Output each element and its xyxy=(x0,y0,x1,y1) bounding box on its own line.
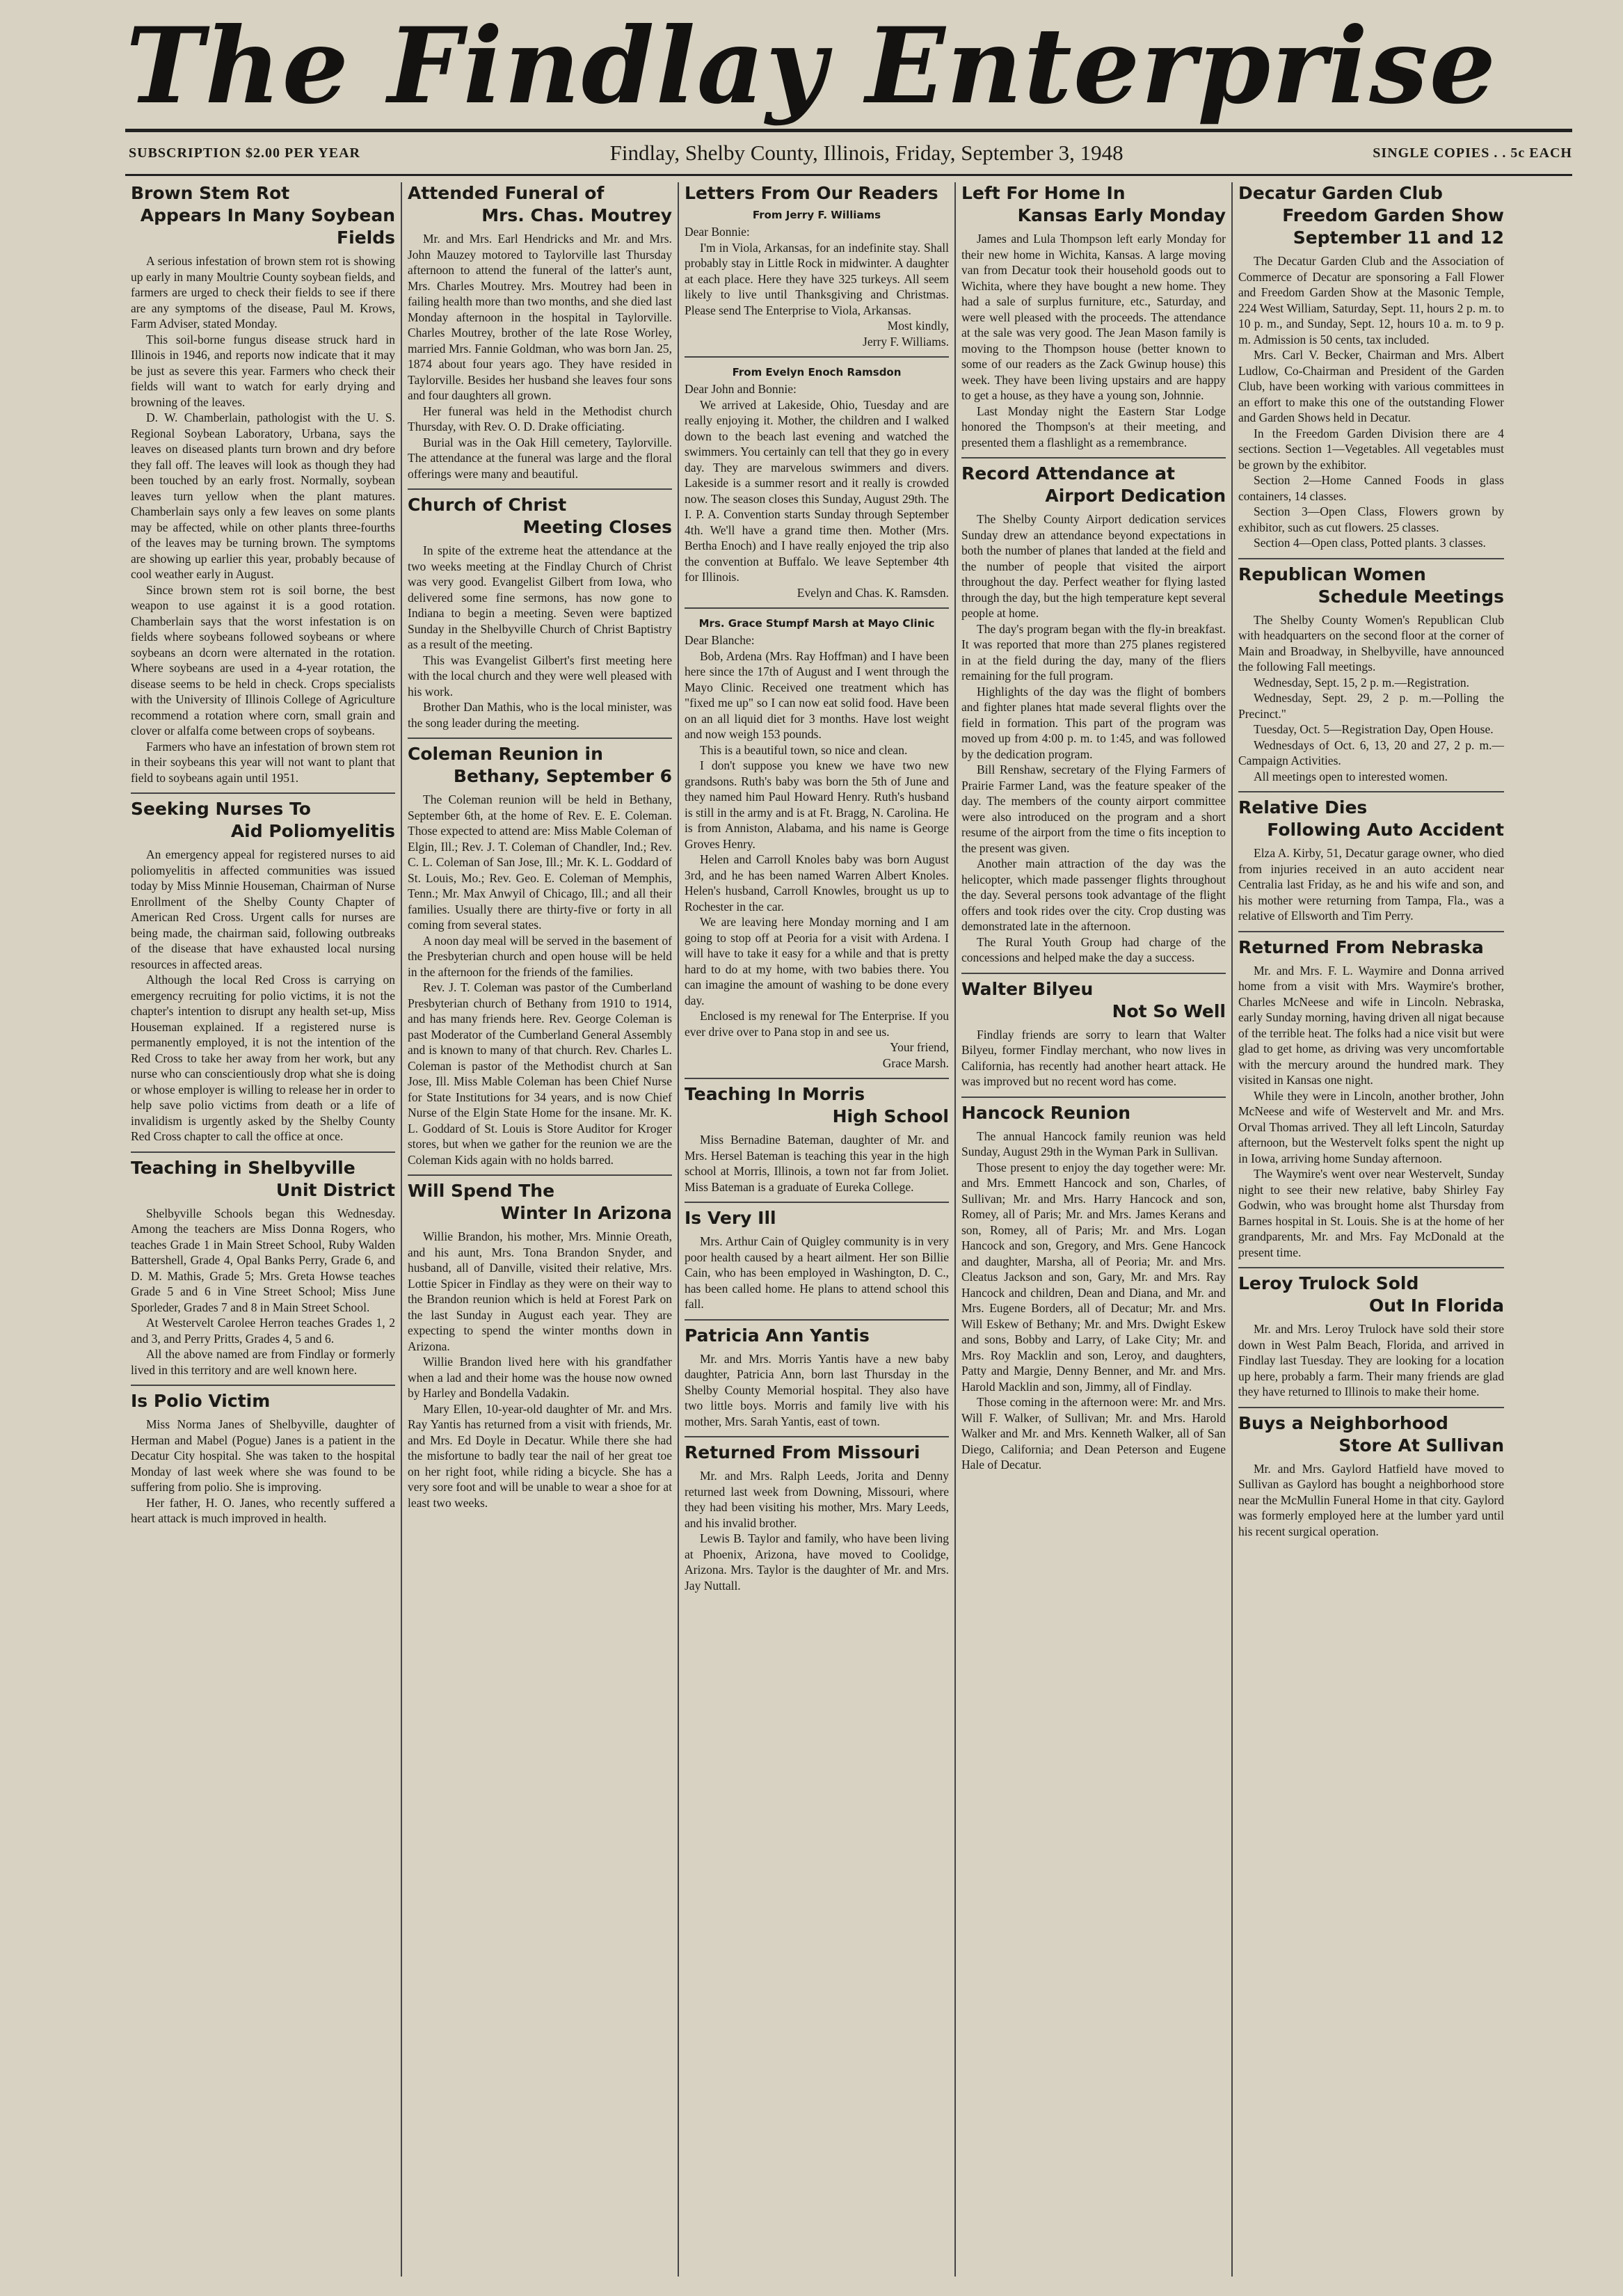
article-headline xyxy=(131,182,395,249)
article-paragraph: Those coming in the afternoon were: Mr. and Mrs. Will F. Walker, of Sullivan; Mr. and Mrs. Harold Walker and Mr. and Mrs. Kenneth Walker, all of San Diego, California; and Dean Peterson and Eugene Hale of Decatur. xyxy=(961,1395,1226,1472)
article-paragraph: Mrs. Arthur Cain of Quigley community is in very poor health caused by a heart ailment. Her son Billie Cain, who has been employed in Washington, D. C., has been called home. He plans to attend school this fall. xyxy=(685,1234,949,1311)
article-paragraph: Mary Ellen, 10-year-old daughter of Mr. and Mrs. Ray Yantis has returned from a visit with friends, Mr. and Mrs. Ed Doyle in Decatur. While there she had the misfortune to badly tear the nail of her great toe on her right foot, while riding a bicycle. She has a very sore foot and will be unable to wear a shoe for at least two weeks. xyxy=(408,1401,672,1510)
article-paragraph: Mrs. Carl V. Becker, Chairman and Mrs. Albert Ludlow, Co-Chairman and President of the Garden Club, have been working with various committees in an effort to make this one of the outstanding Flower and Garden Shows held in Decatur. xyxy=(1238,348,1504,424)
headline-line-1: Republican Women xyxy=(1238,564,1426,584)
headline-line-1: Left For Home In xyxy=(961,183,1126,203)
article-body xyxy=(1238,1461,1504,1540)
article-paragraph: Bob, Ardena (Mrs. Ray Hoffman) and I have been here since the 17th of August and I went through the Mayo Clinic. Received one treatment which has "fixed me up" so I can now eat solid food. Have been on an all liquid diet for 3 months. Have lost weight and now weigh 153 pounds. xyxy=(685,648,949,741)
article xyxy=(131,182,395,786)
article xyxy=(1238,558,1504,785)
article-headline xyxy=(685,1083,949,1128)
newspaper-title: The Findlay Enterprise xyxy=(125,5,1498,127)
headline-line-1: Letters From Our Readers xyxy=(685,183,938,203)
article-body xyxy=(961,231,1226,450)
article-paragraph: Elza A. Kirby, 51, Decatur garage owner, who died from injuries received in an auto accident near Centralia last Friday, as he and his wife and son, and his mother were returning from Tampa, Fla., was a relative of Ellsworth and Tim Perry. xyxy=(1238,846,1504,923)
article-paragraph: The annual Hancock family reunion was held Sunday, August 29th in the Wyman Park in Sullivan. xyxy=(961,1129,1226,1158)
masthead xyxy=(0,0,1623,132)
article xyxy=(408,182,672,481)
article-paragraph: Most kindly, xyxy=(887,319,949,333)
headline-line-1: Is Polio Victim xyxy=(131,1391,271,1411)
headline-line-1: Church of Christ xyxy=(408,495,567,515)
article-paragraph: Rev. J. T. Coleman was pastor of the Cumberland Presbyterian church of Bethany from 1910 to 1914, and has many friends here. Rev. George Coleman is past Moderator of the Cumberland General Assembly and is known to many of that church. Rev. Charles L. Coleman is pastor of the Methodist church at San Jose, Ill. Miss Mable Coleman has been Chief Nurse for State Institutions for 34 years, and is now Chief Nurse of the Elgin State Home for the insane. Mr. K. L. Goddard of St. Louis is Store Auditor for Kroger stores, but when we gather for the reunion we are the Coleman Kids again with no holds barred. xyxy=(408,980,672,1167)
article-paragraph: Wednesday, Sept. 15, 2 p. m.—Registration. xyxy=(1254,675,1469,689)
article-paragraph: Wednesdays of Oct. 6, 13, 20 and 27, 2 p. m.—Campaign Activities. xyxy=(1238,738,1504,767)
headline-line-1: Attended Funeral of xyxy=(408,183,605,203)
article-headline xyxy=(131,798,395,843)
article xyxy=(961,182,1226,450)
article-headline xyxy=(961,1102,1226,1124)
article-paragraph: Last Monday night the Eastern Star Lodge honored the Thompson's at their meeting, and presented them a flashlight as a remembrance. xyxy=(961,404,1226,449)
headline-line-2: Out In Florida xyxy=(1369,1296,1504,1316)
article-paragraph: Willie Brandon, his mother, Mrs. Minnie Oreath, and his aunt, Mrs. Tona Brandon Snyder, and husband, all of Danville, visited their relative, Mrs. Lottie Spicer in Findlay as they were on their way to the Brandon reunion which is held at Forest Park on the last Sunday in August each year. They are expecting to spend the winter months down in Arizona. xyxy=(408,1229,672,1353)
article-paragraph: All meetings open to interested women. xyxy=(1254,769,1448,783)
article-body xyxy=(961,1129,1226,1473)
article-body xyxy=(408,1229,672,1510)
masthead-rule-bottom xyxy=(125,174,1572,176)
article-headline xyxy=(1238,797,1504,841)
headline-line-2: Store At Sullivan xyxy=(1338,1435,1504,1456)
article-paragraph: While they were in Lincoln, another brother, John McNeese and wife of Westervelt and Mr. and Mrs. Orval Thomas arrived. They all left Lincoln, Saturday afternoon, but the Westervelt folks spent the night up in Iowa, arriving home Sunday afternoon. xyxy=(1238,1088,1504,1165)
headline-line-2: Airport Dedication xyxy=(1045,486,1226,506)
article xyxy=(685,1319,949,1430)
article-body xyxy=(1238,1321,1504,1400)
article-paragraph: Section 4—Open class, Potted plants. 3 classes. xyxy=(1254,536,1486,550)
article-body xyxy=(1238,253,1504,551)
article-paragraph: An emergency appeal for registered nurses to aid poliomyelitis in affected communities was issued today by Miss Minnie Houseman, Chairman of Nurse Enrollment of the Shelby County Chapter of American Red Cross. Urgent calls for nurses are being made, the chairman said, following outbreaks of the disease that have exhausted local nursing resources in affected areas. xyxy=(131,847,395,971)
article-paragraph: Mr. and Mrs. F. L. Waymire and Donna arrived home from a visit with Mrs. Waymire's brother, Charles McNeese and wife in Lincoln. Nebraska, early Sunday morning, having driven all nigat because of the terrible heat. The folks had a nice visit but were glad to get home, as driving was very uncomfortable with the mercury around the hundred mark. They visited in Kansas one night. xyxy=(1238,963,1504,1087)
article-body xyxy=(685,1234,949,1312)
article-headline xyxy=(961,978,1226,1023)
headline-line-1: Is Very Ill xyxy=(685,1208,776,1228)
headline-line-1: Seeking Nurses To xyxy=(131,799,311,819)
headline-line-2: High School xyxy=(832,1106,949,1126)
article-paragraph: We arrived at Lakeside, Ohio, Tuesday and are really enjoying it. Mother, the children and I walked down to the beach last evening and watched the swimmers. You certainly can tell that they go in every day. They are marvelous swimmers and divers. Lakeside is a summer resort and it really is crowded now. The season closes this Sunday, August 29th. The I. P. A. Convention starts Sunday through September 4th. We'll have a grand time then. Mother (Mrs. Bertha Enoch) and I have really enjoyed the trip also the convention at Buffalo. We leave September 4th for Illinois. xyxy=(685,397,949,584)
article xyxy=(131,1151,395,1378)
headline-line-2: Aid Poliomyelitis xyxy=(230,821,395,841)
column-4 xyxy=(956,182,1233,2277)
article-paragraph: Section 2—Home Canned Foods in glass containers, 14 classes. xyxy=(1238,473,1504,503)
article-paragraph: Dear John and Bonnie: xyxy=(685,382,797,396)
article xyxy=(1238,182,1504,551)
column-1 xyxy=(125,182,402,2277)
article-paragraph: James and Lula Thompson left early Monday for their new home in Wichita, Kansas. A large moving van from Decatur took their household goods out to Wichita, where they have bought a new home. They had a sale of surplus furniture, etc., Saturday, and were well pleased with the proceeds. The attendance at the sale was very good. The Jean Mason family is moving to the Thompson house (better known to some of our readers as the Zack Gwinup house) this week. They have been living upstairs and are happy to get a house, as they have a young son, Johnnie. xyxy=(961,232,1226,402)
article-paragraph: Farmers who have an infestation of brown stem rot in their soybeans this year will not want to plant that field to soybeans again until 1951. xyxy=(131,739,395,785)
article xyxy=(131,1385,395,1526)
headline-line-1: Buys a Neighborhood xyxy=(1238,1412,1448,1433)
article-headline xyxy=(1238,182,1504,249)
article-headline xyxy=(685,1207,949,1229)
issue-date: Findlay, Shelby County, Illinois, Friday, September 3, 1948 xyxy=(609,141,1124,165)
article-paragraph: The Decatur Garden Club and the Association of Commerce of Decatur are sponsoring a Fall Flower and Freedom Garden Show at the Masonic Temple, 224 West William, Saturday, Sept. 11, hours 2 p. m. to 10 p. m., and Sunday, Sept. 12, hours 10 a. m. to 9 p. m. Admission is 50 cents, tax included. xyxy=(1238,254,1504,346)
article-paragraph: Tuesday, Oct. 5—Registration Day, Open House. xyxy=(1254,722,1494,736)
article-paragraph: This was Evangelist Gilbert's first meeting here with the local church and they were well pleased with his work. xyxy=(408,653,672,699)
subscription-price: SUBSCRIPTION $2.00 PER YEAR xyxy=(129,145,360,161)
article-paragraph: Her funeral was held in the Methodist church Thursday, with Rev. O. D. Drake officiating. xyxy=(408,404,672,433)
article-paragraph: A noon day meal will be served in the basement of the Presbyterian church and open house will be held in the afternoon for the friends of the families. xyxy=(408,933,672,979)
article-body xyxy=(1238,963,1504,1261)
article-paragraph: The Rural Youth Group had charge of the concessions and helped make the day a success. xyxy=(961,934,1226,964)
article-paragraph: D. W. Chamberlain, pathologist with the U. S. Regional Soybean Laboratory, Urbana, says the leaves on diseased plants turn brown and dry before they fall off. The leaves will look as though they had been touched by an early frost. Normally, soybean leaves turn yellow when the plant matures. Chamberlain says only a few leaves on some plants may be affected, while on other plants three-fourths of the leaves may be turning brown. The symptoms are showing up earlier this year, probably because of cool weather early in August. xyxy=(131,410,395,581)
article-body xyxy=(131,253,395,786)
article-paragraph: Bill Renshaw, secretary of the Flying Farmers of Prairie Farmer Land, was the feature speaker of the day. The members of the county airport committee were also introduced on the program and a short resume of the airport from the time o fits inception to the present was given. xyxy=(961,763,1226,855)
article-headline xyxy=(408,182,672,227)
article-paragraph: Mr. and Mrs. Ralph Leeds, Jorita and Denny returned last week from Downing, Missouri, where they had been visiting his mother, Mrs. Mary Leeds, and his invalid brother. xyxy=(685,1469,949,1530)
article-paragraph: I don't suppose you knew we have two new grandsons. Ruth's baby was born the 5th of June and they named him Paul Howard Henry. Ruth's husband is still in the army and is at Ft. Bragg, N. Carolina. He is from Anniston, Alabama, and his name is George Groves Henry. xyxy=(685,758,949,851)
article-columns xyxy=(125,182,1572,2277)
article-paragraph: Dear Bonnie: xyxy=(685,225,750,239)
article-paragraph: This soil-borne fungus disease struck hard in Illinois in 1946, and reports now indicate that it may be just as severe this year. Farmers who check their fields will want to watch for early drying and browning of the leaves. xyxy=(131,332,395,409)
article-paragraph: Helen and Carroll Knoles baby was born August 3rd, and he has been named Warren Albert Knoles. Helen's husband, Carroll Knowles, brought us up to Rochester in the car. xyxy=(685,852,949,914)
article-body xyxy=(131,1417,395,1526)
article-headline xyxy=(1238,936,1504,959)
article-body xyxy=(685,1351,949,1430)
article-paragraph: Evelyn and Chas. K. Ramsden. xyxy=(797,585,949,600)
article-paragraph: Findlay friends are sorry to learn that Walter Bilyeu, former Findlay merchant, who now lives in California, has recently had another heart attack. He was improved but no recent word has come. xyxy=(961,1027,1226,1088)
single-copy-price: SINGLE COPIES . . 5c EACH xyxy=(1373,145,1572,161)
article-headline xyxy=(1238,1273,1504,1317)
article-body xyxy=(961,511,1226,966)
headline-line-1: Returned From Nebraska xyxy=(1238,936,1484,957)
article-paragraph: In the Freedom Garden Division there are 4 sections. Section 1—Vegetables. All vegetables must be grown by the exhibitor. xyxy=(1238,426,1504,472)
headline-line-2: Mrs. Chas. Moutrey xyxy=(481,205,672,225)
article xyxy=(685,1202,949,1312)
article-headline xyxy=(685,1325,949,1347)
headline-line-1: Will Spend The xyxy=(408,1181,555,1201)
article-headline xyxy=(961,182,1226,227)
column-2 xyxy=(402,182,679,2277)
article-body xyxy=(408,543,672,731)
headline-line-2: Unit District xyxy=(275,1179,395,1200)
article xyxy=(131,792,395,1145)
headline-line-2: Not So Well xyxy=(1112,1000,1226,1021)
article xyxy=(961,973,1226,1090)
article xyxy=(1238,791,1504,924)
article xyxy=(961,457,1226,966)
article-paragraph: Jerry F. Williams. xyxy=(863,334,949,349)
article-paragraph: This is a beautiful town, so nice and clean. xyxy=(700,742,908,757)
article-body xyxy=(408,792,672,1167)
article-paragraph: Mr. and Mrs. Morris Yantis have a new baby daughter, Patricia Ann, born last Thursday in the Shelby County Memorial hospital. They also have two little boys. Morris and family live with his mother, Mrs. Sarah Yantis, east of town. xyxy=(685,1351,949,1428)
headline-line-1: Teaching in Shelbyville xyxy=(131,1157,355,1178)
headline-line-1: Relative Dies xyxy=(1238,797,1368,818)
article-body xyxy=(685,1132,949,1195)
article-paragraph: Burial was in the Oak Hill cemetery, Taylorville. The attendance at the funeral was large and the floral offerings were many and beautiful. xyxy=(408,435,672,481)
article-paragraph: Brother Dan Mathis, who is the local minister, was the song leader during the meeting. xyxy=(408,700,672,730)
article xyxy=(408,1174,672,1510)
dateline-bar xyxy=(129,136,1572,170)
headline-line-2: Freedom Garden Show September 11 and 12 xyxy=(1282,205,1504,248)
article-paragraph: At Westervelt Carolee Herron teaches Grades 1, 2 and 3, and Perry Pritts, Grades 4, 5 and 6. xyxy=(131,1316,395,1346)
article-paragraph: Wednesday, Sept. 29, 2 p. m.—Polling the Precinct." xyxy=(1238,691,1504,721)
article-subhead: From Jerry F. Williams xyxy=(752,209,881,221)
article-paragraph: A serious infestation of brown stem rot is showing up early in many Moultrie County soybean fields, and farmers are urged to check their fields to see if there are any symptoms of the disease, Paul M. Krows, Farm Adviser, stated Monday. xyxy=(131,254,395,330)
headline-line-1: Patricia Ann Yantis xyxy=(685,1325,870,1346)
article-headline xyxy=(1238,564,1504,608)
article-paragraph: Miss Bernadine Bateman, daughter of Mr. and Mrs. Hersel Bateman is teaching this year in the high school at Morris, Illinois, a town not far from Joliet. Miss Bateman is a graduate of Eureka College. xyxy=(685,1133,949,1194)
headline-line-2: Winter In Arizona xyxy=(500,1203,672,1223)
article-paragraph: The Shelby County Women's Republican Club with headquarters on the second floor at the corner of Main and Broadway, in Shelbyville, have announced the following Fall meetings. xyxy=(1238,612,1504,673)
article xyxy=(685,607,949,1071)
article-paragraph: Your friend, xyxy=(890,1040,949,1054)
article-paragraph: The Waymire's went over near Westervelt, Sunday night to see their new relative, baby Shirley Fay Godwin, who was brought home alst Thursday from Barnes hospital in St. Louis. She is at the home of her grandparents, Mr. and Mrs. Fay McDonald at the present time. xyxy=(1238,1167,1504,1259)
headline-line-1: Leroy Trulock Sold xyxy=(1238,1273,1419,1293)
masthead-rule-top xyxy=(125,129,1572,132)
article-headline xyxy=(1238,1412,1504,1457)
article-paragraph: All the above named are from Findlay or formerly lived in this territory and are well known here. xyxy=(131,1347,395,1377)
article xyxy=(1238,1407,1504,1540)
article-body xyxy=(131,847,395,1145)
article-body xyxy=(685,381,949,600)
headline-line-2: Meeting Closes xyxy=(522,517,672,537)
headline-line-1: Decatur Garden Club xyxy=(1238,183,1443,203)
headline-line-2: Bethany, September 6 xyxy=(453,766,672,786)
article-body xyxy=(408,231,672,481)
article-body xyxy=(685,632,949,1071)
article-headline xyxy=(408,494,672,539)
article-paragraph: Since brown stem rot is soil borne, the best weapon to use against it is a good rotation. Chamberlain says that the worst infestation is on fields where soybeans followed soybeans or where soybeans an dcorn were alternated in the rotation. Where soybeans are used in a 4-year rotation, the disease seems to be held in check. Crops specialists with the University of Illinois College of Agriculture recommend a rotation where corn, small grain and clover or alfalfa come between crops of soybeans. xyxy=(131,582,395,738)
article xyxy=(685,1078,949,1195)
article-headline xyxy=(408,743,672,788)
article xyxy=(1238,931,1504,1261)
article-paragraph: Grace Marsh. xyxy=(882,1055,949,1070)
article-paragraph: Section 3—Open Class, Flowers grown by exhibitor, such as cut flowers. 25 classes. xyxy=(1238,504,1504,534)
article xyxy=(685,356,949,600)
article-paragraph: Willie Brandon lived here with his grandfather when a lad and their home was the house now owned by Harley and Bondella Vadakin. xyxy=(408,1355,672,1400)
article-paragraph: Mr. and Mrs. Leroy Trulock have sold their store down in West Palm Beach, Florida, and arrived in Findlay last Tuesday. They are looking for a location up here, probably a farm. Their many friends are glad they have returned to Illinois to make their home. xyxy=(1238,1322,1504,1398)
article-headline xyxy=(685,1442,949,1464)
article-paragraph: Dear Blanche: xyxy=(685,633,755,647)
article-paragraph: Mr. and Mrs. Gaylord Hatfield have moved to Sullivan as Gaylord has bought a neighborhood store near the McMullin Funeral Home in that city. Gaylord was formerly employed here at the lumber yard until his recent surgical operation. xyxy=(1238,1461,1504,1538)
article-paragraph: I'm in Viola, Arkansas, for an indefinite stay. Shall probably stay in Little Rock in midwinter. A daughter at each place. Here they have 325 turkeys. All seem likely to live until Thanksgiving and Christmas. Please send The Enterprise to Viola, Arkansas. xyxy=(685,240,949,317)
headline-line-1: Teaching In Morris xyxy=(685,1084,865,1104)
article-paragraph: Highlights of the day was the flight of bombers and fighter planes htat made several flights over the field in formation. This part of the program was moved up from 4:00 p. m. to 1:45, and was followed by the dedication program. xyxy=(961,684,1226,761)
article-paragraph: Although the local Red Cross is carrying on emergency recruiting for polio victims, it is not the chapter's intention to disrupt any health set-up, Miss Houseman explained. If a registered nurse is permanently employed, it is not the intention of the Red Cross to take her away from her work, but any nurse who can conscientiously drop what she is doing or whose employer is willing to release her in order to help save polio victims from death or a life of invalidism is urgently asked by the Shelby County Red Cross chapter to call the office at once. xyxy=(131,973,395,1143)
article-paragraph: The Shelby County Airport dedication services Sunday drew an attendance beyond expectations in both the number of planes that landed at the field and the number of people that visited the airport throughout the day. Perfect weather for flying lasted through the day, but the high temperature kept several people at home. xyxy=(961,512,1226,620)
article xyxy=(685,1436,949,1593)
article-body xyxy=(1238,612,1504,785)
headline-line-1: Walter Bilyeu xyxy=(961,978,1094,999)
column-3 xyxy=(679,182,956,2277)
article-paragraph: Lewis B. Taylor and family, who have been living at Phoenix, Arizona, have moved to Coolidge, Arizona. Mrs. Taylor is the daughter of Mr. and Mrs. Jay Nuttall. xyxy=(685,1531,949,1593)
headline-line-2: Appears In Many Soybean Fields xyxy=(140,205,395,248)
article-body xyxy=(131,1206,395,1378)
article-paragraph: Mr. and Mrs. Earl Hendricks and Mr. and Mrs. John Mauzey motored to Taylorville last Thursday afternoon to attend the funeral of the latter's aunt, Mrs. Charles Moutrey. Mrs. Moutrey had been in failing health more than two months, and she died last Monday afternoon in the hospital in Taylorville. Charles Moutrey, brother of the late Rose Worley, married Mrs. Fannie Goldman, who was born Jan. 25, 1874 about four years ago. They have resided in Taylorville. Besides her husband she leaves four sons and four daughters all grown. xyxy=(408,232,672,402)
article-body xyxy=(961,1027,1226,1090)
article-body xyxy=(685,1468,949,1593)
article-paragraph: Enclosed is my renewal for The Enterprise. If you ever drive over to Pana stop in and see us. xyxy=(685,1009,949,1039)
article-subhead: Mrs. Grace Stumpf Marsh at Mayo Clinic xyxy=(698,617,935,630)
article-headline xyxy=(408,1180,672,1225)
headline-line-1: Returned From Missouri xyxy=(685,1442,920,1462)
headline-line-1: Record Attendance at xyxy=(961,463,1175,484)
article-paragraph: The day's program began with the fly-in breakfast. It was reported that more than 275 planes registered in at the field during the day, many of the fliers remaining for the full program. xyxy=(961,621,1226,683)
article-headline xyxy=(961,463,1226,507)
article-subhead: From Evelyn Enoch Ramsdon xyxy=(732,366,902,378)
headline-line-2: Following Auto Accident xyxy=(1267,820,1504,840)
headline-line-1: Hancock Reunion xyxy=(961,1102,1131,1123)
article xyxy=(961,1097,1226,1473)
headline-line-1: Brown Stem Rot xyxy=(131,183,290,203)
article-paragraph: Her father, H. O. Janes, who recently suffered a heart attack is much improved in health. xyxy=(131,1495,395,1525)
article-headline xyxy=(685,182,949,205)
article-paragraph: Another main attraction of the day was the helicopter, which made passenger flights throughout the day. Several persons took advantage of the flight offers and took rides over the city. Crop dusting was demonstrated late in the afternoon. xyxy=(961,856,1226,933)
article-paragraph: The Coleman reunion will be held in Bethany, September 6th, at the home of Rev. E. E. Coleman. Those expected to attend are: Miss Mable Coleman of Elgin, Ill.; Rev. J. T. Coleman of Chandler, Ind.; Rev. C. L. Coleman of San Jose, Ill.; Mr. K. L. Goddard of St. Louis, Mo.; Rev. Geo. E. Coleman of Memphis, Tenn.; Mr. Max Anwyil of Chicago, Ill.; and all their families. Usually there are thirty-five or forty in all coming from several states. xyxy=(408,792,672,932)
article-paragraph: In spite of the extreme heat the attendance at the two weeks meeting at the Findlay Church of Christ was very good. Evangelist Gilbert from Iowa, who delivered some fine sermons, has now gone to Indiana to begin a meeting. Seven were baptized Sunday in the Shelbyville Church of Christ Baptistry as a result of the meeting. xyxy=(408,543,672,651)
article-paragraph: Those present to enjoy the day together were: Mr. and Mrs. Emmett Hancock and son, Charles, of Sullivan; Mr. and Mrs. Harry Hancock and son, Romey, all of Paris; Mr. and Mrs. James Kerans and son, Romey, all of Paris; Mr. and Mrs. Logan Hancock and son, Gregory, and Mrs. Gene Hancock and daughter, Marsha, all of Peoria; Mr. and Mrs. Cleatus Jackson and son, Gary, Mr. and Mrs. Ray Hancock and children, Dean and Diana, and Mr. and Mrs. Eugene Borders, all of Decatur; Mr. and Mrs. Will Eskew of Bethany; Mr. and Mrs. Dwight Eskew and sons, Bobby and Larry, of Lake City; Mr. and Mrs. Roy Macklin and son, Leroy, and daughters, Patty and Margie, Denny Benner, and Mr. and Mrs. Harold Macklin and son, Jimmy, all of Findlay. xyxy=(961,1160,1226,1394)
article-body xyxy=(685,224,949,349)
article xyxy=(408,738,672,1167)
article-headline xyxy=(131,1390,395,1412)
article-headline xyxy=(131,1157,395,1202)
article-body xyxy=(1238,845,1504,924)
article xyxy=(408,488,672,731)
article-paragraph: Miss Norma Janes of Shelbyville, daughter of Herman and Mabel (Pogue) Janes is a patient in the Decatur City hospital. She was taken to the hospital Monday of last week where she was found to be suffering from polio. She is improving. xyxy=(131,1417,395,1494)
headline-line-2: Kansas Early Monday xyxy=(1017,205,1226,225)
article-paragraph: Shelbyville Schools began this Wednesday. Among the teachers are Miss Donna Rogers, who teaches Grade 1 in Main Street School, Ruby Walden Battershell, Grade 4, Opal Banks Perry, Grade 6, and D. M. Mathis, Grade 5; Mrs. Greta Howse teaches Grade 5 and 6 in Vine Street School; Miss June Sporleder, Grades 7 and 8 in Main Street School. xyxy=(131,1206,395,1314)
headline-line-2: Schedule Meetings xyxy=(1318,586,1504,607)
column-5 xyxy=(1233,182,1510,2277)
article xyxy=(685,182,949,349)
headline-line-1: Coleman Reunion in xyxy=(408,744,603,764)
article-paragraph: We are leaving here Monday morning and I am going to stop off at Peoria for a visit with Ardena. I will have to take it easy for a while and that is pretty hard to do at my home, with two babies there. You can imagine the amount of washing to be done every day. xyxy=(685,915,949,1007)
article xyxy=(1238,1267,1504,1400)
